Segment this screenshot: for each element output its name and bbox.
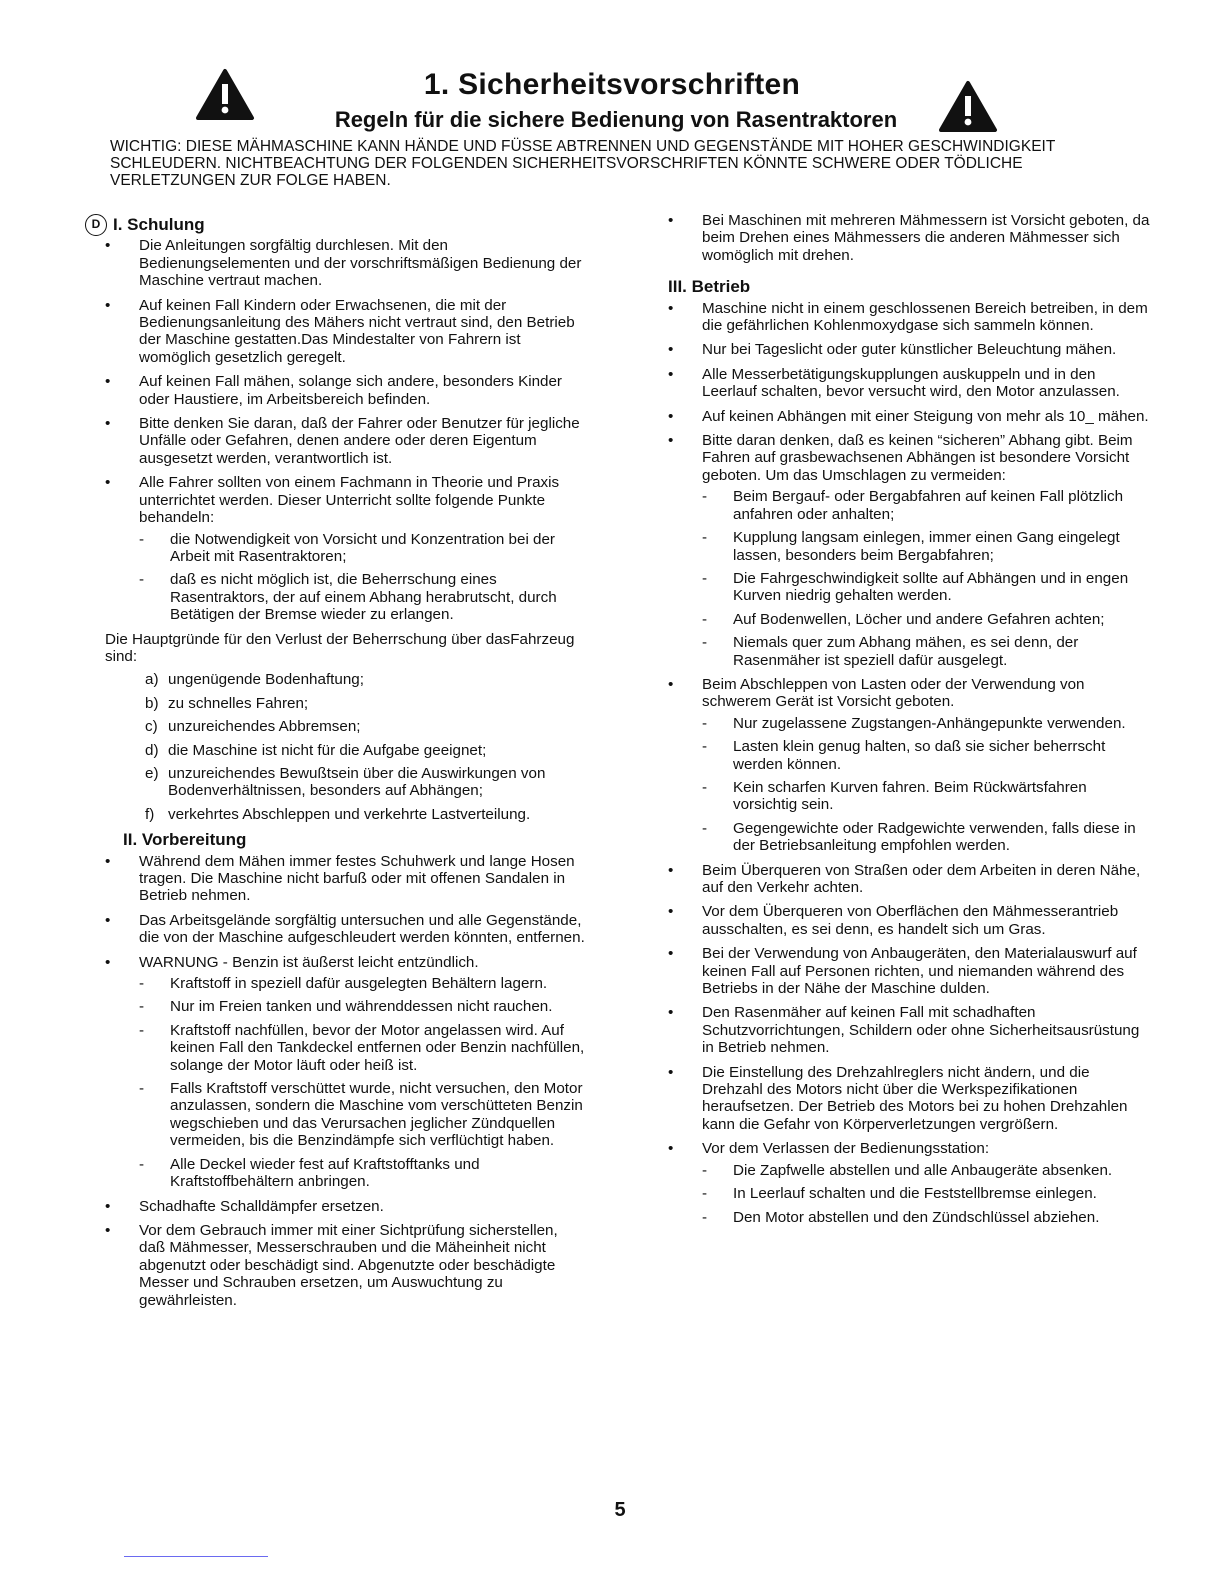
sub-list-item: - Nur zugelassene Zugstangen-Anhängepunkte verwenden. [702,715,1152,732]
list-item: • Nur bei Tageslicht oder guter künstlicher Beleuchtung mähen. [668,341,1152,358]
left-column [91,212,585,1316]
lettered-list [145,671,585,823]
page-number: 5 [614,1499,626,1521]
section-heading-schulung [85,212,585,237]
sub-list-item: - Kraftstoff in speziell dafür ausgelegten Behältern lagern. [139,975,585,992]
lettered-item [145,806,585,823]
lettered-item [145,695,585,712]
dash-list [139,975,585,1190]
lettered-item [145,671,585,688]
dash-list [139,531,585,624]
sub-list-item: - Kraftstoff nachfüllen, bevor der Motor angelassen wird. Auf keinen Fall den Tankdeckel entfernen oder Benzin nachfüllen, solange der Motor läuft oder heiß ist. [139,1022,585,1074]
sub-list-item: - Gegengewichte oder Radgewichte verwenden, falls diese in der Betriebsanleitung empfohlen werden. [702,820,1152,855]
sub-list-item: - Lasten klein genug halten, so daß sie sicher beherrscht werden können. [702,738,1152,773]
list-item: • Beim Überqueren von Straßen oder dem Arbeiten in deren Nähe, auf den Verkehr achten. [668,862,1152,897]
warning-triangle-icon [938,80,998,134]
sub-list-item: - Nur im Freien tanken und währenddessen nicht rauchen. [139,998,585,1015]
list-item: • Bitte denken Sie daran, daß der Fahrer oder Benutzer für jegliche Unfälle oder Gefahren, denen andere oder deren Eigentum ausgesetzt werden, verantwortlich ist. [105,415,585,467]
list-item: • Auf keinen Abhängen mit einer Steigung von mehr als 10_ mähen. [668,408,1152,425]
list-item: • Während dem Mähen immer festes Schuhwerk und lange Hosen tragen. Die Maschine nicht barfuß oder mit offenen Sandalen in Betrieb nehmen. [105,853,585,905]
footer-rule [124,1556,268,1557]
item-letter: d) [145,741,159,759]
paragraph: Die Hauptgründe für den Verlust der Beherrschung über dasFahrzeug sind: [105,630,575,665]
page-subtitle: Regeln für die sichere Bedienung von Rasentraktoren [334,107,898,132]
list-item: • Alle Messerbetätigungskupplungen auskuppeln und in den Leerlauf schalten, bevor versucht wird, den Motor anzulassen. [668,366,1152,401]
sub-list-item: - Falls Kraftstoff verschüttet wurde, nicht versuchen, den Motor anzulassen, sondern die Maschine vom verschütteten Benzin wegschieben und das Verursachen jeglicher Zündquellen vermeiden, bis die Benzindämpfe sich verflüchtigt haben. [139,1080,585,1150]
lettered-item [145,742,585,759]
list-item: • Bei Maschinen mit mehreren Mähmessern ist Vorsicht geboten, da beim Drehen eines Mähmessers die anderen Mähmesser sich womöglich mit drehen. [668,212,1152,264]
dash-list [702,715,1152,855]
bullet-list [105,237,585,623]
list-item: • Vor dem Überqueren von Oberflächen den Mähmesserantrieb ausschalten, es sei denn, es handelt sich um Gras. [668,903,1152,938]
item-text: unzureichendes Bewußtsein über die Auswirkungen von Bodenverhältnissen, besonders auf Abhängen; [168,764,546,800]
list-item [105,954,585,1191]
dash-list [702,488,1152,669]
list-item-text: Vor dem Verlassen der Bedienungsstation: [702,1140,990,1158]
list-item: • Die Anleitungen sorgfältig durchlesen. Mit den Bedienungselementen und der vorschriftsmäßigen Bedienung der Maschine vertraut machen. [105,237,585,289]
right-column [668,212,1152,1233]
sub-list-item: - die Notwendigkeit von Vorsicht und Konzentration bei der Arbeit mit Rasentraktoren; [139,531,585,566]
list-item: • Schadhafte Schalldämpfer ersetzen. [105,1198,585,1215]
list-item: • Auf keinen Fall mähen, solange sich andere, besonders Kinder oder Haustiere, im Arbeitsbereich befinden. [105,373,585,408]
list-item: • Vor dem Gebrauch immer mit einer Sichtprüfung sicherstellen, daß Mähmesser, Messerschrauben und die Mäheinheit nicht abgenutzt oder beschädigt sind. Abgenutzte oder beschädigte Messer und Schrauben ersetzen, um Auswuchtung zu gewährleisten. [105,1222,585,1309]
list-item-text: Beim Abschleppen von Lasten oder der Verwendung von schwerem Gerät ist Vorsicht geboten. [702,675,1085,711]
item-letter: f) [145,805,155,823]
list-item [668,1140,1152,1226]
item-letter: b) [145,694,159,712]
sub-list-item: - Kein scharfen Kurven fahren. Beim Rückwärtsfahren vorsichtig sein. [702,779,1152,814]
list-item: • Maschine nicht in einem geschlossenen Bereich betreiben, in dem die gefährlichen Kohlenmoxydgase sich sammeln können. [668,300,1152,335]
sub-list-item: - Die Fahrgeschwindigkeit sollte auf Abhängen und in engen Kurven niedrig gehalten werden. [702,570,1152,605]
list-item: • Die Einstellung des Drehzahlreglers nicht ändern, und die Drehzahl des Motors nicht über die Werkspezifikationen heraufsetzen. Der Betrieb des Motors bei zu hohen Drehzahlen kann die Gefahr von Körperverletzungen vergrößern. [668,1064,1152,1134]
page-title: 1. Sicherheitsvorschriften [423,68,801,101]
section-title-betrieb: III. Betrieb [668,277,751,297]
list-item: • Bei der Verwendung von Anbaugeräten, den Materialauswurf auf keinen Fall auf Personen richten, und niemanden während des Betriebs in der Nähe der Maschine dulden. [668,945,1152,997]
bullet-list [105,853,585,1309]
item-letter: c) [145,718,158,736]
sub-list-item: - Beim Bergauf- oder Bergabfahren auf keinen Fall plötzlich anfahren oder anhalten; [702,488,1152,523]
item-text: ungenügende Bodenhaftung; [168,671,364,689]
item-letter: e) [145,764,159,782]
list-item [105,474,585,623]
bullet-list [668,212,1152,264]
sub-list-item: - Alle Deckel wieder fest auf Kraftstofftanks und Kraftstoffbehältern anbringen. [139,1156,585,1191]
list-item: • Den Rasenmäher auf keinen Fall mit schadhaften Schutzvorrichtungen, Schildern oder ohne Sicherheitsausrüstung in Betrieb nehmen. [668,1004,1152,1056]
list-item [668,676,1152,855]
lettered-item [145,765,585,800]
sub-list-item: - Den Motor abstellen und den Zündschlüssel abziehen. [702,1209,1152,1226]
list-item-text: WARNUNG - Benzin ist äußerst leicht entzündlich. [139,953,479,971]
section-title-vorbereitung: II. Vorbereitung [123,830,247,850]
important-notice: WICHTIG: DIESE MÄHMASCHINE KANN HÄNDE UND FÜSSE ABTRENNEN UND GEGENSTÄNDE MIT HOHER GESCHWINDIGKEIT SCHLEUDERN. NICHTBEACHTUNG DER FOLGENDEN SICHERHEITSVORSCHRIFTEN KÖNNTE SCHWERE ODER TÖDLICHE VERLETZUNGEN ZUR FOLGE HABEN. [110,138,1056,189]
sub-list-item: - Niemals quer zum Abhang mähen, es sei denn, der Rasenmäher ist speziell dafür ausgelegt. [702,634,1152,669]
item-text: verkehrtes Abschleppen und verkehrte Lastverteilung. [168,805,531,823]
section-title: I. Schulung [113,215,205,234]
list-item: • Das Arbeitsgelände sorgfältig untersuchen und alle Gegenstände, die von der Maschine aufgeschleudert werden könnten, entfernen. [105,912,585,947]
sub-list-item: - Die Zapfwelle abstellen und alle Anbaugeräte absenken. [702,1162,1152,1179]
bullet-list [668,300,1152,1226]
lettered-item [145,718,585,735]
item-letter: a) [145,671,159,689]
dash-list [702,1162,1152,1226]
list-item [668,432,1152,669]
sub-list-item: - In Leerlauf schalten und die Feststellbremse einlegen. [702,1185,1152,1202]
language-badge: D [85,214,107,236]
item-text: zu schnelles Fahren; [168,694,309,712]
item-text: unzureichendes Abbremsen; [168,718,361,736]
page-header [0,60,1224,140]
list-item-text: Bitte daran denken, daß es keinen “sicheren” Abhang gibt. Beim Fahren auf grasbewachsenen Abhängen ist besondere Vorsicht geboten. Um das Umschlagen zu vermeiden: [702,432,1133,484]
sub-list-item: - Auf Bodenwellen, Löcher und andere Gefahren achten; [702,611,1152,628]
sub-list-item: - Kupplung langsam einlegen, immer einen Gang eingelegt lassen, besonders beim Bergabfahren; [702,529,1152,564]
sub-list-item: - daß es nicht möglich ist, die Beherrschung eines Rasentraktors, der auf einem Abhang herabrutscht, durch Betätigen der Bremse wieder zu erlangen. [139,571,585,623]
item-text: die Maschine ist nicht für die Aufgabe geeignet; [168,741,487,759]
list-item: • Auf keinen Fall Kindern oder Erwachsenen, die mit der Bedienungsanleitung des Mähers nicht vertraut sind, den Betrieb der Maschine gestatten.Das Mindestalter von Fahrern ist womöglich gesetzlich geregelt. [105,297,585,367]
list-item-text: Alle Fahrer sollten von einem Fachmann in Theorie und Praxis unterrichtet werden. Dieser Unterricht sollte folgende Punkte behandeln: [139,474,560,527]
